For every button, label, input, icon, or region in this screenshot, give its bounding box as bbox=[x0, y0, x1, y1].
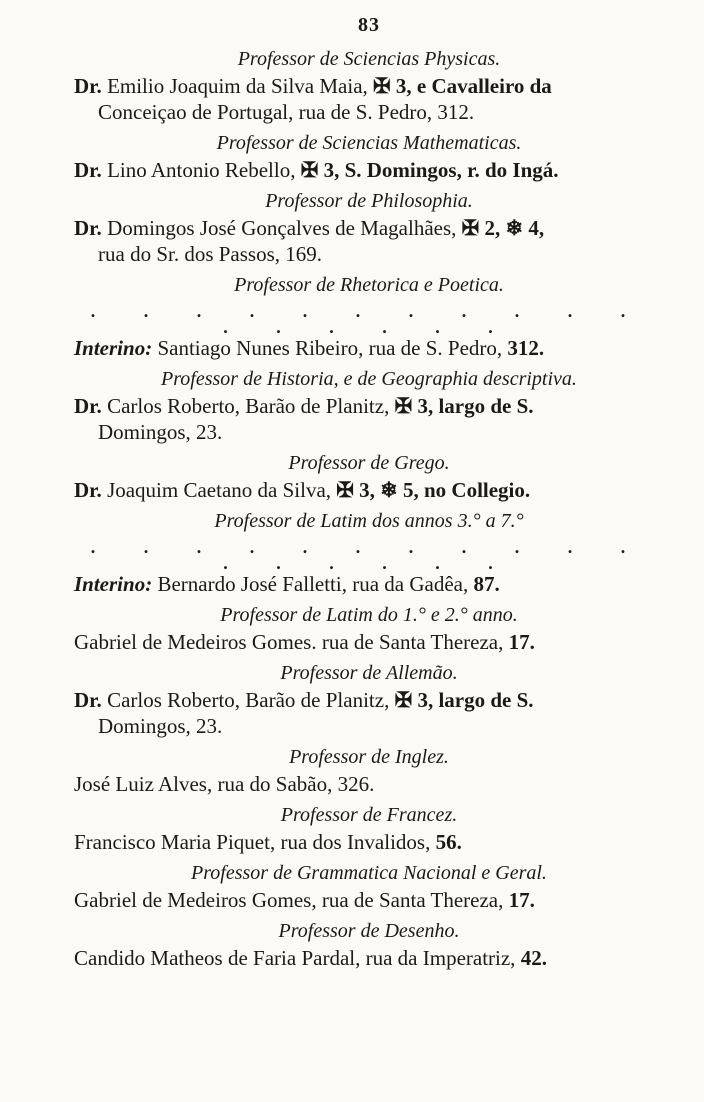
section-2 bbox=[74, 187, 664, 267]
entry-honors: ✠ 3, largo de S. bbox=[394, 394, 534, 418]
entry-first-line bbox=[74, 572, 500, 596]
entry-line bbox=[74, 629, 664, 655]
entry-first-line bbox=[74, 688, 534, 712]
entry-name: Santiago Nunes Ribeiro, rua de S. Pedro, bbox=[157, 336, 503, 360]
section-heading: Professor de Grego. bbox=[288, 452, 450, 474]
entry-name: Gabriel de Medeiros Gomes, rua de Santa Thereza, bbox=[74, 888, 504, 912]
entry-line bbox=[74, 73, 664, 125]
entry-continuation: rua do Sr. dos Passos, 169. bbox=[98, 242, 323, 266]
section-heading: Professor de Sciencias Mathematicas. bbox=[216, 132, 522, 154]
entry-first-line bbox=[74, 830, 462, 854]
entry-prefix: Dr. bbox=[74, 158, 102, 182]
entry-first-line bbox=[74, 394, 534, 418]
section-3 bbox=[74, 271, 664, 361]
entry-name: Domingos José Gonçalves de Magalhães, bbox=[107, 216, 457, 240]
entry-continuation: Conceiçao de Portugal, rua de S. Pedro, 312. bbox=[98, 100, 475, 124]
entry-prefix: Interino: bbox=[74, 336, 153, 360]
entry-honors: 17. bbox=[508, 630, 535, 654]
entry-line bbox=[74, 335, 664, 361]
entry-name: Francisco Maria Piquet, rua dos Invalidos, bbox=[74, 830, 431, 854]
entry-first-line bbox=[74, 74, 552, 98]
section-heading: Professor de Sciencias Physicas. bbox=[237, 48, 501, 70]
entry-honors: ✠ 3, largo de S. bbox=[394, 688, 534, 712]
section-heading: Professor de Latim do 1.° e 2.° anno. bbox=[220, 604, 518, 626]
entry-honors: 42. bbox=[520, 946, 547, 970]
entry-name: Candido Matheos de Faria Pardal, rua da Imperatriz, bbox=[74, 946, 516, 970]
entry-honors: 312. bbox=[507, 336, 545, 360]
entry-first-line bbox=[74, 478, 530, 502]
entry-first-line bbox=[74, 158, 559, 182]
section-heading: Professor de Desenho. bbox=[278, 920, 460, 942]
section-1 bbox=[74, 129, 664, 183]
page-number: 83 bbox=[358, 14, 380, 36]
section-8 bbox=[74, 659, 664, 739]
entry-line bbox=[74, 829, 664, 855]
entry-name: Gabriel de Medeiros Gomes. rua de Santa Thereza, bbox=[74, 630, 504, 654]
section-heading: Professor de Rhetorica e Poetica. bbox=[234, 274, 504, 296]
entry-honors: ✠ 3, e Cavalleiro da bbox=[373, 74, 552, 98]
section-heading: Professor de Inglez. bbox=[289, 746, 449, 768]
section-6 bbox=[74, 507, 664, 597]
entry-first-line bbox=[74, 216, 544, 240]
section-0 bbox=[74, 45, 664, 125]
entry-first-line bbox=[74, 630, 535, 654]
entry-honors: 87. bbox=[473, 572, 500, 596]
entry-honors: ✠ 2, ❄ 4, bbox=[461, 216, 545, 240]
section-heading: Professor de Allemão. bbox=[280, 662, 458, 684]
entry-name: Joaquim Caetano da Silva, bbox=[107, 478, 332, 502]
entry-line bbox=[74, 477, 664, 503]
entry-continuation: Domingos, 23. bbox=[98, 714, 223, 738]
entry-first-line bbox=[74, 888, 535, 912]
entry-name: Carlos Roberto, Barão de Planitz, bbox=[107, 688, 390, 712]
entry-prefix: Dr. bbox=[74, 74, 102, 98]
section-7 bbox=[74, 601, 664, 655]
section-4 bbox=[74, 365, 664, 445]
entry-line bbox=[74, 687, 664, 739]
entry-line bbox=[74, 887, 664, 913]
entry-honors: 17. bbox=[508, 888, 535, 912]
entry-first-line bbox=[74, 772, 374, 796]
dot-leader: . . . . . . . . . . . . . . . . . bbox=[90, 537, 648, 573]
entry-prefix: Interino: bbox=[74, 572, 153, 596]
entry-honors: ✠ 3, ❄ 5, no Collegio. bbox=[336, 478, 531, 502]
entry-name: Emilio Joaquim da Silva Maia, bbox=[107, 74, 368, 98]
entry-prefix: Dr. bbox=[74, 394, 102, 418]
section-5 bbox=[74, 449, 664, 503]
section-heading: Professor de Francez. bbox=[280, 804, 458, 826]
entry-line bbox=[74, 945, 664, 971]
entry-continuation: Domingos, 23. bbox=[98, 420, 223, 444]
section-heading: Professor de Grammatica Nacional e Geral. bbox=[191, 862, 547, 884]
entry-first-line bbox=[74, 336, 544, 360]
entry-name: Lino Antonio Rebello, bbox=[107, 158, 296, 182]
dot-leader: . . . . . . . . . . . . . . . . . bbox=[90, 301, 648, 337]
entry-line bbox=[74, 771, 664, 797]
entry-name: Carlos Roberto, Barão de Planitz, bbox=[107, 394, 390, 418]
section-9 bbox=[74, 743, 664, 797]
section-heading: Professor de Philosophia. bbox=[265, 190, 473, 212]
entry-line bbox=[74, 157, 664, 183]
section-heading: Professor de Latim dos annos 3.° a 7.° bbox=[214, 510, 524, 532]
section-heading: Professor de Historia, e de Geographia descriptiva. bbox=[161, 368, 577, 390]
entry-line bbox=[74, 215, 664, 267]
section-12 bbox=[74, 917, 664, 971]
entry-honors: ✠ 3, S. Domingos, r. do Ingá. bbox=[300, 158, 559, 182]
entry-prefix: Dr. bbox=[74, 688, 102, 712]
entry-name: José Luiz Alves, rua do Sabão, 326. bbox=[74, 772, 375, 796]
entry-prefix: Dr. bbox=[74, 478, 102, 502]
entry-first-line bbox=[74, 946, 547, 970]
page-content bbox=[74, 45, 664, 971]
entry-name: Bernardo José Falletti, rua da Gadêa, bbox=[157, 572, 469, 596]
entry-honors: 56. bbox=[435, 830, 462, 854]
entry-line bbox=[74, 571, 664, 597]
entry-line bbox=[74, 393, 664, 445]
entry-prefix: Dr. bbox=[74, 216, 102, 240]
section-10 bbox=[74, 801, 664, 855]
section-11 bbox=[74, 859, 664, 913]
